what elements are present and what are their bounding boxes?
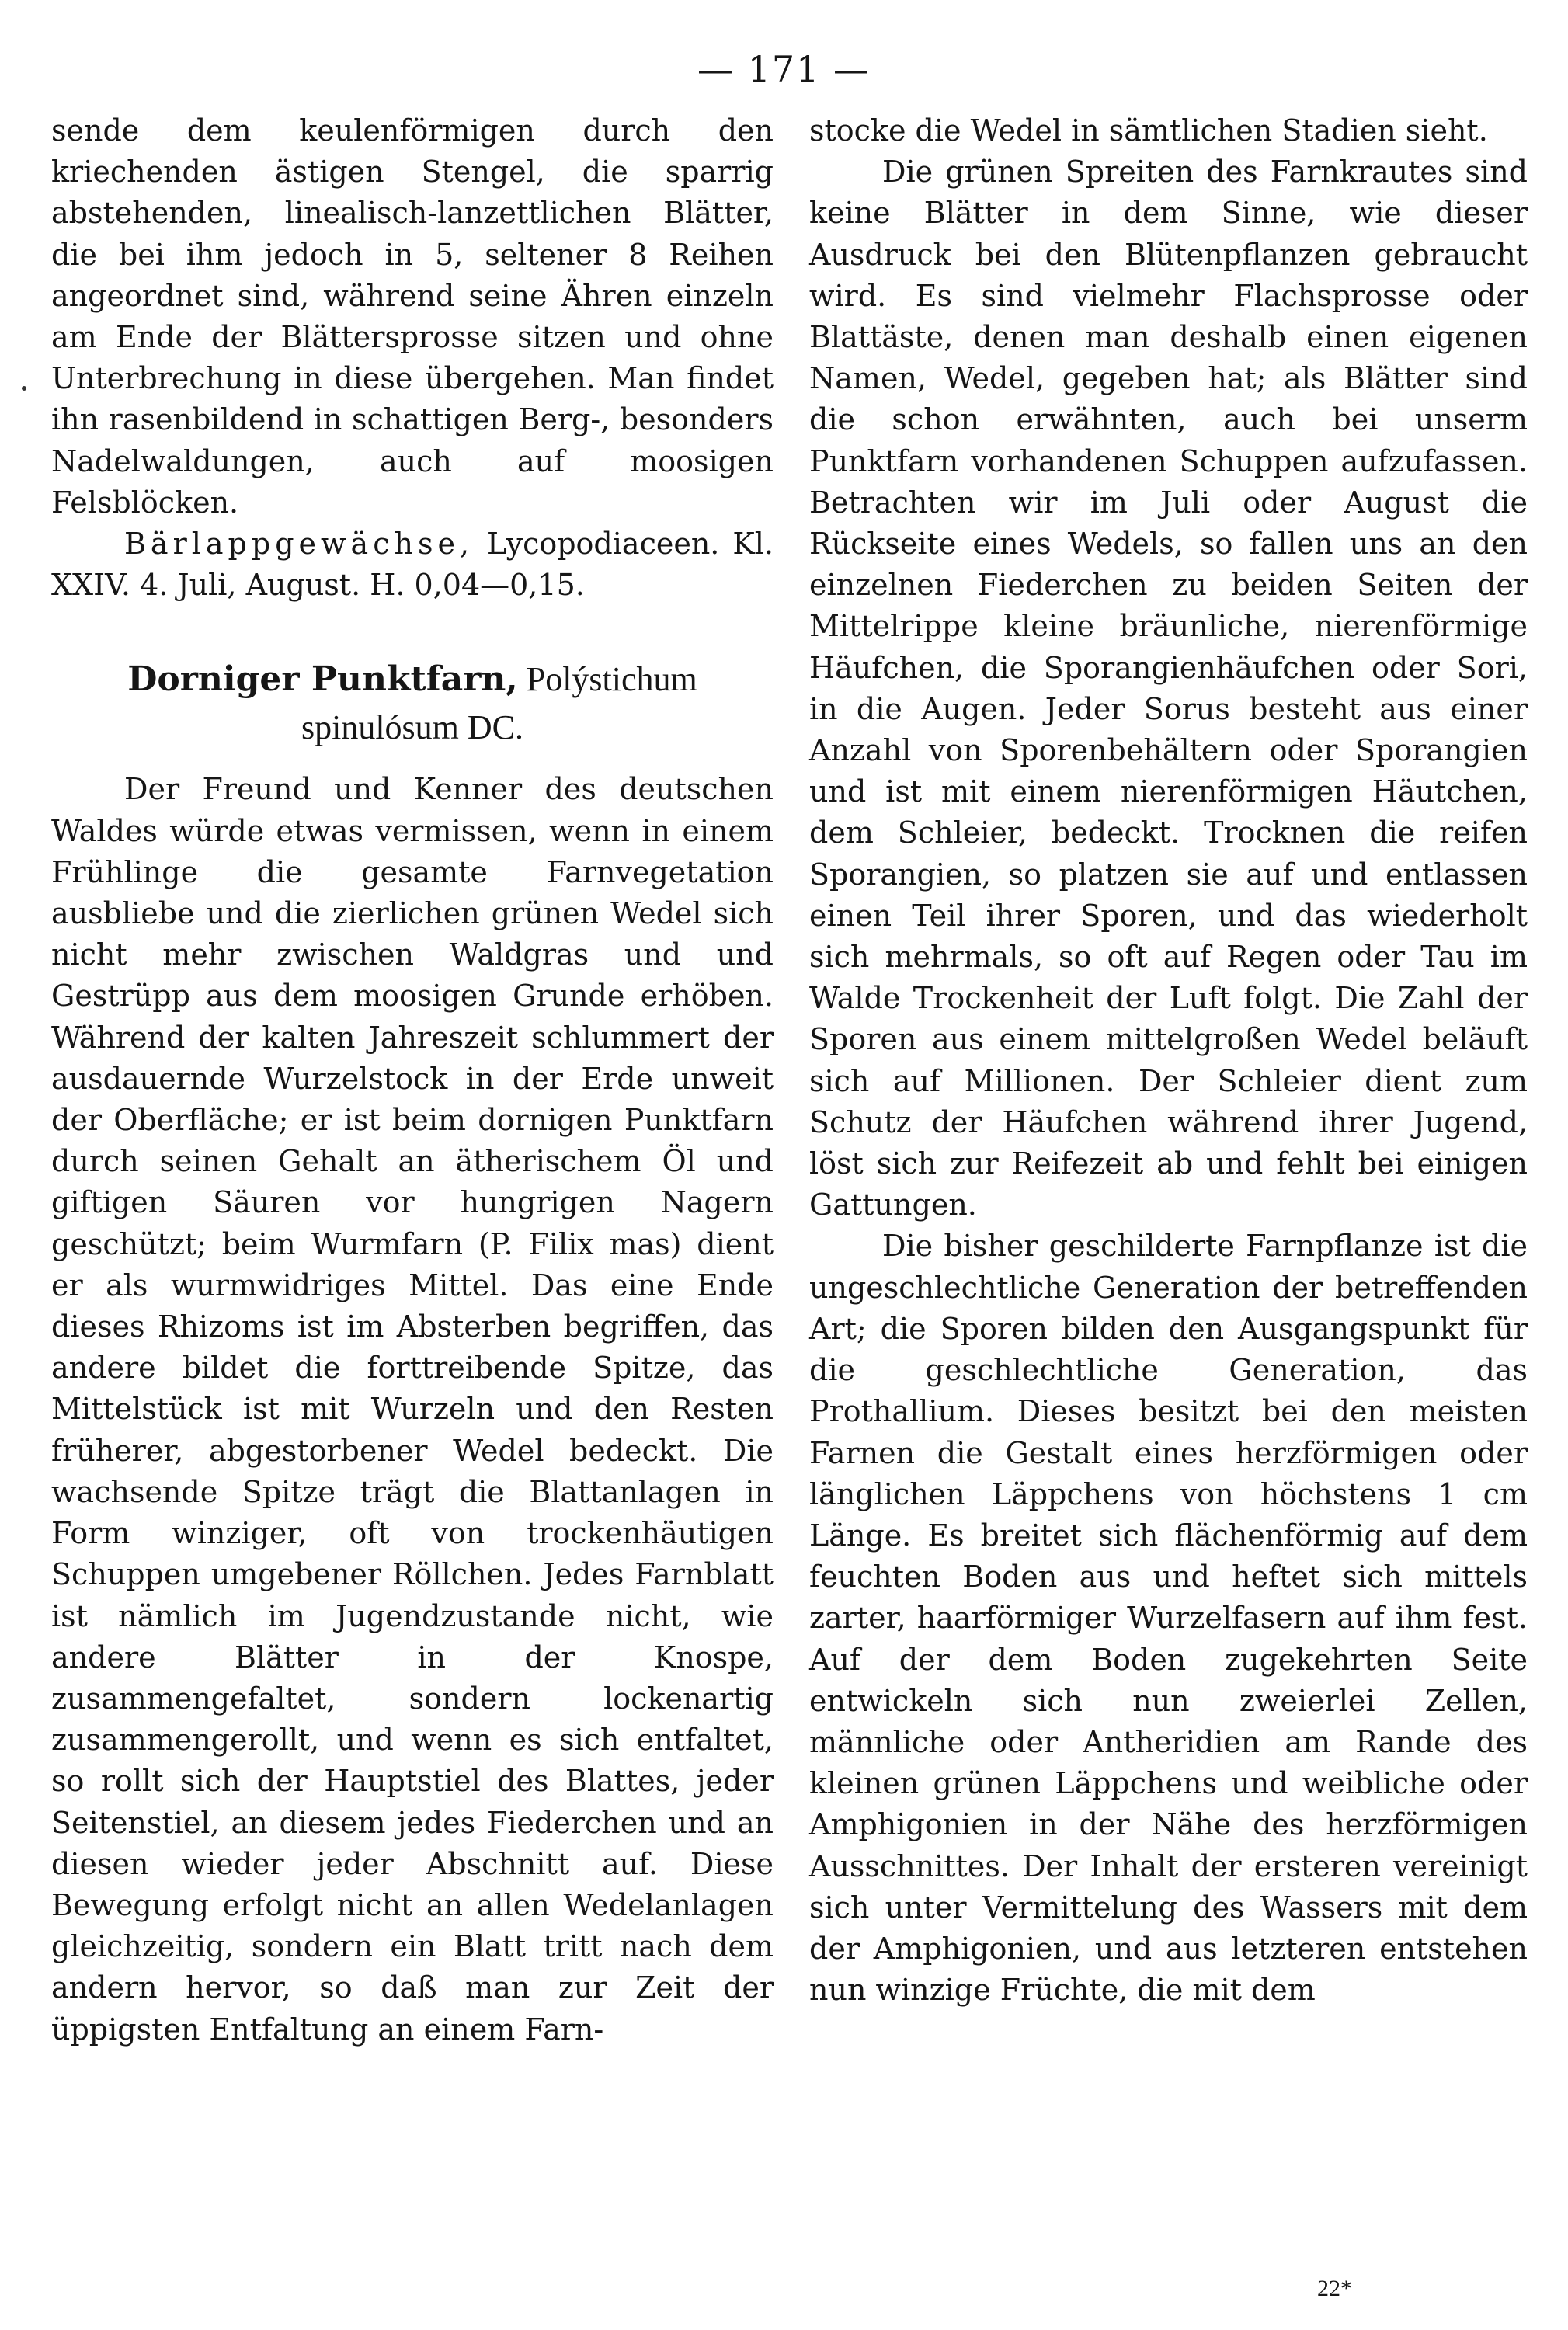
classification-details: Lycopodiaceen. Kl. XXIV. 4. Juli, August. H. 0,04—0,15. <box>51 527 774 603</box>
classification-paragraph <box>51 523 774 606</box>
section-heading <box>51 656 774 752</box>
right-column <box>809 110 1528 2011</box>
page-number: — 171 — <box>697 48 871 90</box>
paragraph-spreiten: Die grünen Spreiten des Farnkrautes sind keine Blätter in dem Sinne, wie dieser Ausdruck bei den Blütenpflanzen gebraucht wird. Es sind vielmehr Flachsprosse oder Blattäste, denen man deshalb einen eigenen Namen, Wedel, gegeben hat; als Blätter sind die schon erwähnten, auch bei unserm Punktfarn vorhandenen Schuppen aufzufassen. Betrachten wir im Juli oder August die Rückseite eines Wedels, so fallen uns an den einzelnen Fiederchen zu beiden Seiten der Mittelrippe kleine bräunliche, nierenförmige Häufchen, die Sporangienhäufchen oder Sori, in die Augen. Jeder Sorus besteht aus einer Anzahl von Sporenbehältern oder Sporangien und ist mit einem nierenförmigen Häutchen, dem Schleier, bedeckt. Trocknen die reifen Sporangien, so platzen sie auf und entlassen einen Teil ihrer Sporen, und das wiederholt sich mehrmals, so oft auf Regen oder Tau im Walde Trockenheit der Luft folgt. Die Zahl der Sporen aus einem mittelgroßen Wedel beläuft sich auf Millionen. Der Schleier dient zum Schutz der Häufchen während ihrer Jugend, löst sich zur Reifezeit ab und fehlt bei einigen Gattungen. <box>809 155 1528 1222</box>
heading-german-name: Dorniger Punktfarn, <box>127 659 518 700</box>
left-column <box>51 110 774 2050</box>
family-name: Bärlappgewächse, <box>124 527 475 562</box>
paragraph-continuation-right: stocke die Wedel in sämtlichen Stadien sieht. <box>809 113 1488 148</box>
paragraph-main: Der Freund und Kenner des deutschen Waldes würde etwas vermissen, wenn in einem Frühlinge die gesamte Farnvegetation ausbliebe und die zierlichen grünen Wedel sich nicht mehr zwischen Waldgras und und Gestrüpp aus dem moosigen Grunde erhöben. Während der kalten Jahreszeit schlummert der ausdauernde Wurzelstock in der Erde unweit der Oberfläche; er ist beim dornigen Punktfarn durch seinen Gehalt an ätherischem Öl und giftigen Säuren vor hungrigen Nagern geschützt; beim Wurmfarn (P. Filix mas) dient er als wurmwidriges Mittel. Das eine Ende dieses Rhizoms ist im Absterben begriffen, das andere bildet die forttreibende Spitze, das Mittelstück ist mit Wurzeln und den Resten früherer, abgestorbener Wedel bedeckt. Die wachsende Spitze trägt die Blattanlagen in Form winziger, oft von trockenhäutigen Schuppen umgebener Röllchen. Jedes Farnblatt ist nämlich im Jugendzustande nicht, wie andere Blätter in der Knospe, zusammengefaltet, sondern lockenartig zusammengerollt, und wenn es sich entfaltet, so rollt sich der Hauptstiel des Blattes, jeder Seitenstiel, an diesem jedes Fiederchen und an diesen wieder jeder Abschnitt auf. Diese Bewegung erfolgt nicht an allen Wedelanlagen gleichzeitig, sondern ein Blatt tritt nach dem andern hervor, so daß man zur Zeit der üppigsten Entfaltung an einem Farn- <box>51 772 774 2047</box>
paragraph-continuation: sende dem keulenförmigen durch den kriechenden ästigen Stengel, die sparrig abstehenden, linealisch-lanzettlichen Blätter, die bei ihm jedoch in 5, seltener 8 Reihen angeordnet sind, während seine Ähren einzeln am Ende der Blättersprosse sitzen und ohne Unterbrechung in diese übergehen. Man findet ihn rasenbildend in schattigen Berg-, besonders Nadelwaldungen, auch auf moosigen Felsblöcken. <box>51 113 774 520</box>
signature-mark: 22* <box>1317 2276 1352 2301</box>
paragraph-prothallium: Die bisher geschilderte Farnpflanze ist die ungeschlechtliche Generation der betreffenden Art; die Sporen bilden den Ausgangspunkt für die geschlechtliche Generation, das Prothallium. Dieses besitzt bei den meisten Farnen die Gestalt eines herzförmigen oder länglichen Läppchens von höchstens 1 cm Länge. Es breitet sich flächenförmig auf dem feuchten Boden aus und heftet sich mittels zarter, haarförmiger Wurzelfasern auf ihm fest. Auf der dem Boden zugekehrten Seite entwickeln sich nun zweierlei Zellen, männliche oder Antheridien am Rande des kleinen grünen Läppchens und weibliche oder Amphigonien in der Nähe des herzförmigen Ausschnittes. Der Inhalt der ersteren vereinigt sich unter Vermittelung des Wassers mit dem der Amphigonien, und aus letzteren entstehen nun winzige Früchte, die mit dem <box>809 1229 1528 2008</box>
heading-latin-name: Polýstichum spinulósum DC. <box>301 660 697 747</box>
margin-mark <box>22 386 26 391</box>
